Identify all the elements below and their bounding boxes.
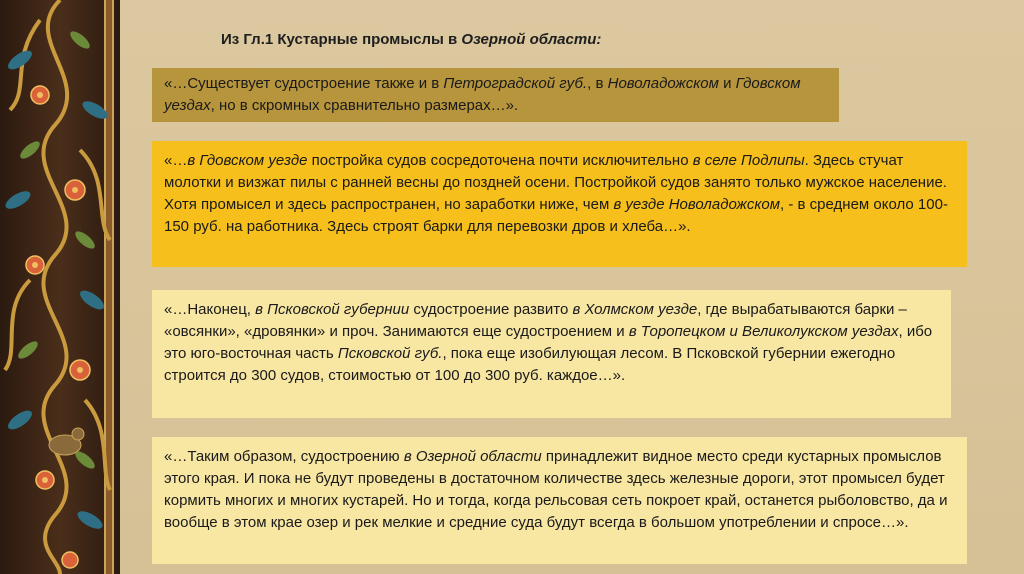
quote-text: «…в Гдовском уезде постройка судов сосредоточена почти исключительно в селе Подлипы. Здесь стучат молотки и визжат пилы с ранней весны до поздней осени. Постройкой судов занято только мужское население. Хотя промысел и здесь распространен, но заработки ниже, чем в уезде Новоладожском, - в среднем около 100-150 руб. на работника. Здесь строят барки для перевозки дров и хлеба…».: [164, 152, 948, 235]
floral-ornament-icon: [0, 0, 120, 574]
title-text: Из Гл.1 Кустарные промыслы в: [221, 31, 462, 48]
title-region-text: Озерной области:: [461, 31, 602, 48]
page-title: [221, 31, 601, 48]
quote-box-2: [152, 141, 967, 267]
quote-box-1: [152, 68, 839, 122]
quote-box-3: [152, 290, 951, 418]
quote-text: «…Таким образом, судостроению в Озерной области принадлежит видное место среди кустарных промыслов этого края. И пока не будут проведены в достаточном количестве здесь железные дороги, этот промысел будет кормить многих и многих кустарей. Но и тогда, когда рельсовая сеть покроет край, останется рыболовство, да и вообще в этом крае озер и рек мелкие и средние суда будут всегда в большом употреблении и спросе…».: [164, 448, 948, 531]
quote-box-4: [152, 437, 967, 564]
decorative-floral-border: [0, 0, 120, 574]
quote-text: «…Наконец, в Псковской губернии судостроение развито в Холмском уезде, где вырабатываются барки – «овсянки», «дровянки» и проч. Занимаются еще судостроением и в Торопецком и Великолукском уездах, ибо это юго-восточная часть Псковской губ., пока еще изобилующая лесом. В Псковской губернии ежегодно строится до 300 судов, стоимостью от 100 до 300 руб. каждое…».: [164, 301, 933, 384]
quote-text: «…Существует судостроение также и в Петроградской губ., в Новоладожском и Гдовском уездах, но в скромных сравнительно размерах…».: [164, 75, 801, 114]
